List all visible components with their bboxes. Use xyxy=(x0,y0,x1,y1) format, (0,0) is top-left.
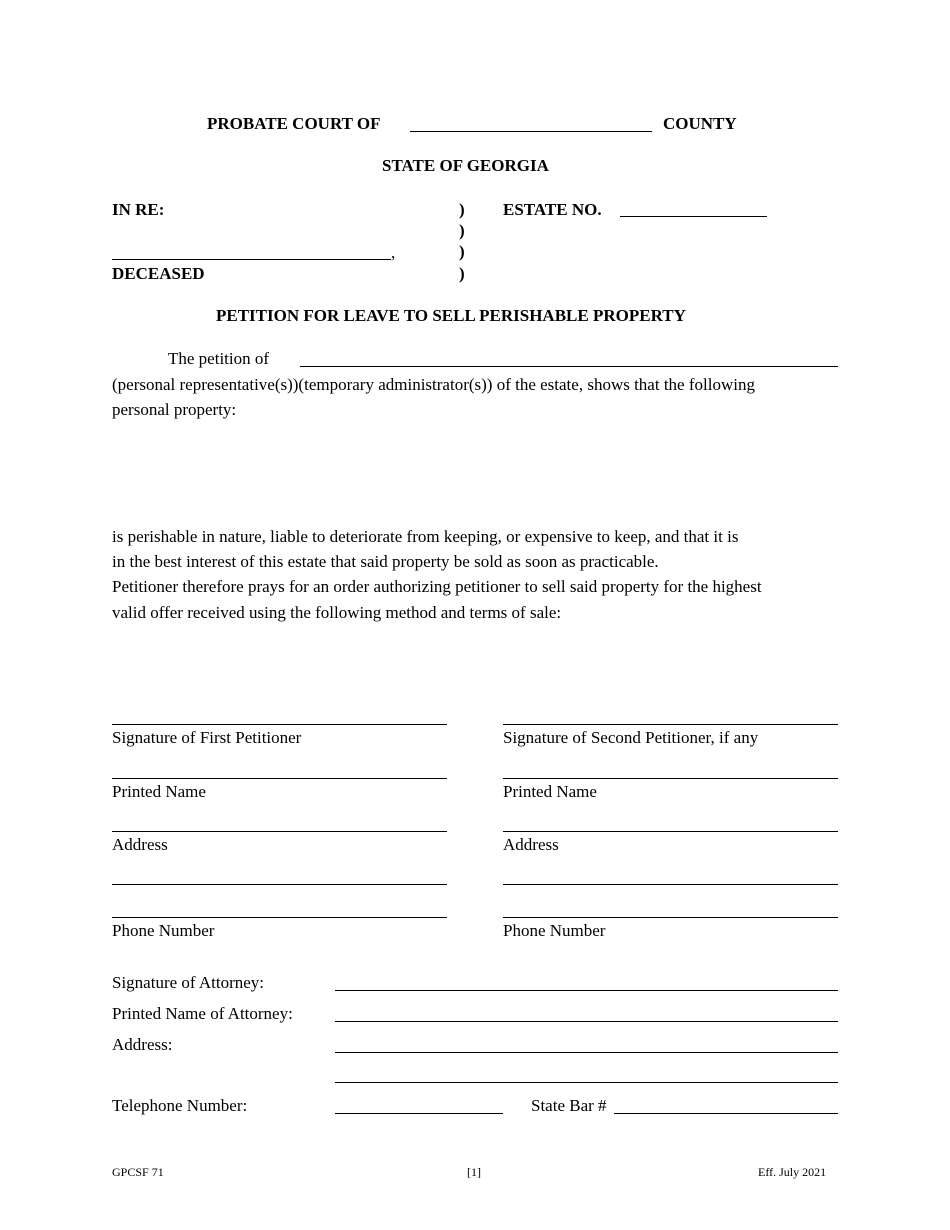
body-text: in the best interest of this estate that said property be sold as soon as practicable. xyxy=(112,552,659,571)
decedent-name-field[interactable] xyxy=(112,259,391,260)
first-phone-field[interactable] xyxy=(112,917,447,918)
deceased-label: DECEASED xyxy=(112,264,205,283)
attorney-printed-name-label: Printed Name of Attorney: xyxy=(112,1004,293,1023)
court-prefix: PROBATE COURT OF xyxy=(207,114,381,133)
second-printed-name-field[interactable] xyxy=(503,778,838,779)
form-id: GPCSF 71 xyxy=(112,1165,164,1179)
attorney-telephone-field[interactable] xyxy=(335,1113,503,1114)
court-suffix: COUNTY xyxy=(663,114,737,133)
in-re-label: IN RE: xyxy=(112,200,165,219)
body-text: Petitioner therefore prays for an order authorizing petitioner to sell said property for the highest xyxy=(112,577,762,596)
body-text: personal property: xyxy=(112,400,237,419)
attorney-address-label: Address: xyxy=(112,1035,173,1054)
second-petitioner-signature-field[interactable] xyxy=(503,724,838,725)
second-phone-field[interactable] xyxy=(503,917,838,918)
decedent-comma: , xyxy=(391,243,396,262)
second-address-field[interactable] xyxy=(503,831,838,832)
caption-paren: ) xyxy=(459,264,465,283)
county-name-field[interactable] xyxy=(410,131,652,132)
attorney-address-field[interactable] xyxy=(335,1052,838,1053)
attorney-signature-label: Signature of Attorney: xyxy=(112,973,265,992)
first-printed-name-field[interactable] xyxy=(112,778,447,779)
attorney-signature-field[interactable] xyxy=(335,990,838,991)
second-address-label: Address xyxy=(503,835,559,854)
body-text: is perishable in nature, liable to deteriorate from keeping, or expensive to keep, and that it is xyxy=(112,527,739,546)
second-signature-label: Signature of Second Petitioner, if any xyxy=(503,728,759,747)
attorney-address-line2-field[interactable] xyxy=(335,1082,838,1083)
effective-date: Eff. July 2021 xyxy=(758,1165,827,1179)
first-address-label: Address xyxy=(112,835,168,854)
first-phone-label: Phone Number xyxy=(112,921,215,940)
caption-paren: ) xyxy=(459,242,465,261)
state-bar-label: State Bar # xyxy=(531,1096,607,1115)
body-text: (personal representative(s))(temporary administrator(s)) of the estate, shows that the following xyxy=(112,375,755,394)
caption-paren: ) xyxy=(459,221,465,240)
caption-paren: ) xyxy=(459,200,465,219)
estate-no-field[interactable] xyxy=(620,216,767,217)
first-petitioner-signature-field[interactable] xyxy=(112,724,447,725)
first-signature-label: Signature of First Petitioner xyxy=(112,728,302,747)
second-phone-label: Phone Number xyxy=(503,921,606,940)
document-title: PETITION FOR LEAVE TO SELL PERISHABLE PROPERTY xyxy=(216,306,686,325)
first-address-field[interactable] xyxy=(112,831,447,832)
second-printed-name-label: Printed Name xyxy=(503,782,597,801)
body-text: valid offer received using the following method and terms of sale: xyxy=(112,603,562,622)
first-printed-name-label: Printed Name xyxy=(112,782,206,801)
second-address-line2-field[interactable] xyxy=(503,884,838,885)
petition-of-label: The petition of xyxy=(168,349,270,368)
state-bar-field[interactable] xyxy=(614,1113,838,1114)
attorney-printed-name-field[interactable] xyxy=(335,1021,838,1022)
attorney-telephone-label: Telephone Number: xyxy=(112,1096,248,1115)
petitioner-name-field[interactable] xyxy=(300,366,838,367)
page-number: [1] xyxy=(467,1165,481,1179)
estate-no-label: ESTATE NO. xyxy=(503,200,602,219)
first-address-line2-field[interactable] xyxy=(112,884,447,885)
state-title: STATE OF GEORGIA xyxy=(382,156,549,175)
